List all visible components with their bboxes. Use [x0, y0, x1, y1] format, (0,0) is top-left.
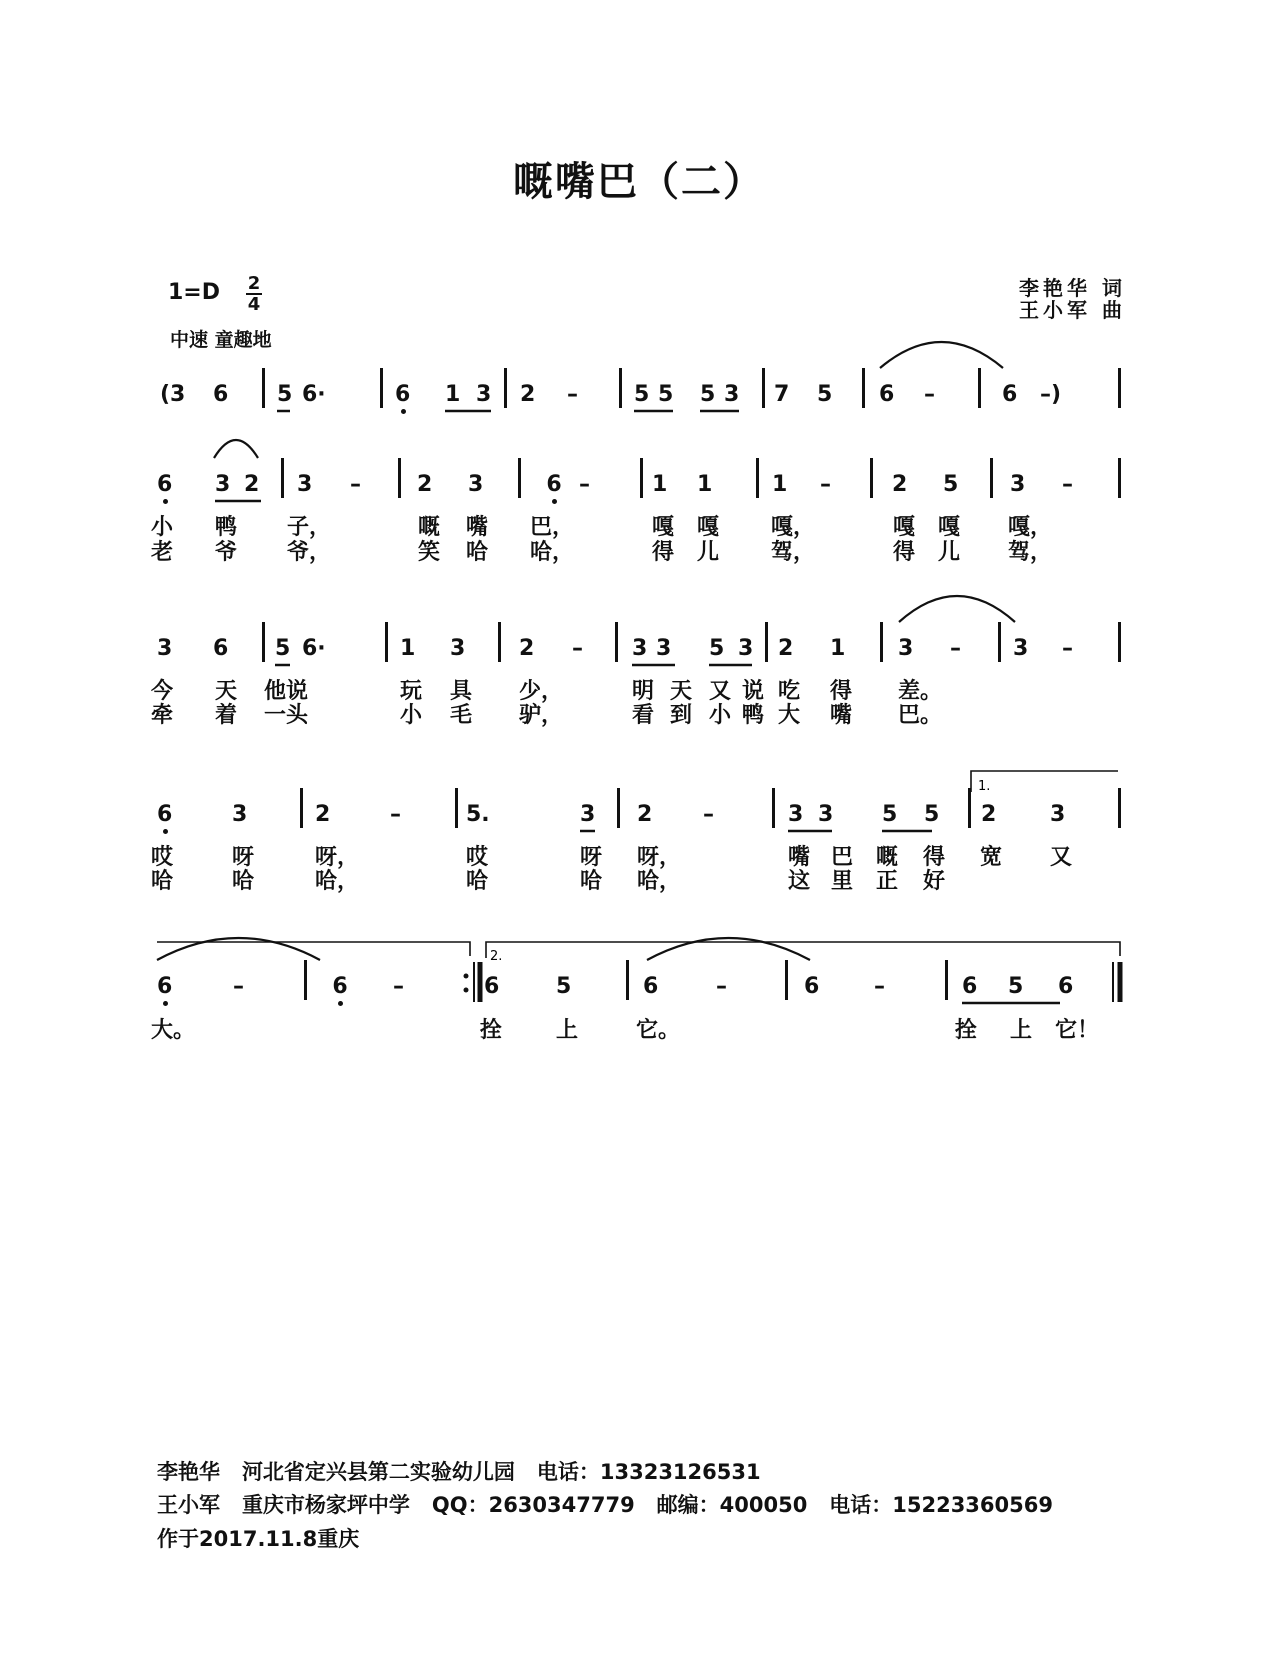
lyric-syllable: 嘅	[876, 845, 899, 870]
note: 5	[882, 802, 898, 827]
note: 3	[898, 636, 914, 661]
lyric-syllable: 着	[215, 703, 238, 728]
lyric-syllable: 好	[923, 869, 946, 894]
key-signature: 1=D	[168, 280, 221, 305]
note: 2	[892, 472, 908, 497]
lyric-syllable: 牵	[151, 703, 174, 728]
lyric-syllable: 笑	[418, 540, 441, 565]
composer-credit: 王小军 曲	[1019, 298, 1126, 322]
footer-lyricist-org: 河北省定兴县第二实验幼儿园	[241, 1460, 515, 1484]
lyric-syllable: 巴。	[898, 703, 943, 728]
note: –	[820, 472, 831, 497]
note: –	[567, 382, 578, 407]
lyric-syllable: 哈	[466, 869, 489, 894]
lyric-syllable: 说	[742, 679, 765, 704]
note: 5	[943, 472, 959, 497]
lyric-syllable: 哈	[232, 869, 255, 894]
note: 2	[520, 382, 536, 407]
lyric-syllable: 正	[876, 869, 899, 894]
lyric-syllable: 天	[215, 679, 238, 704]
lyric-syllable: 哈	[466, 540, 489, 565]
note: –	[1062, 472, 1073, 497]
note: 3	[818, 802, 834, 827]
note: 6	[157, 472, 173, 497]
note: 6	[1058, 974, 1074, 999]
footer-composer-org: 重庆市杨家坪中学	[241, 1493, 410, 1517]
note: 3	[297, 472, 313, 497]
note: –	[874, 974, 885, 999]
lyric-syllable: 具	[450, 679, 473, 704]
lyric-syllable: 儿	[697, 540, 720, 565]
note: 5	[275, 636, 291, 661]
note: 6	[962, 974, 978, 999]
lyric-syllable: 大。	[151, 1018, 196, 1043]
note: 6	[213, 636, 229, 661]
lyric-syllable: 这	[788, 869, 811, 894]
lyric-syllable: 拴	[480, 1018, 503, 1043]
note: 3	[1013, 636, 1029, 661]
note: 6	[332, 974, 348, 999]
note: (3	[160, 382, 186, 407]
note: –	[233, 974, 244, 999]
note: 2	[637, 802, 653, 827]
lyric-syllable: 又	[1050, 845, 1073, 870]
note: 3	[724, 382, 740, 407]
lyric-syllable: 吃	[778, 679, 801, 704]
note: 5	[634, 382, 650, 407]
note: 6	[804, 974, 820, 999]
note: 1	[400, 636, 416, 661]
note: 2	[519, 636, 535, 661]
note: 1	[697, 472, 713, 497]
lyric-syllable: 哈	[580, 869, 603, 894]
lyric-syllable: 子，	[287, 515, 332, 540]
note: 6	[157, 802, 173, 827]
note: 7	[774, 382, 790, 407]
song-title: 嘅嘴巴（二）	[513, 159, 765, 205]
note: 3	[632, 636, 648, 661]
note: 6·	[302, 636, 326, 661]
note: 6	[395, 382, 411, 407]
note: 6	[157, 974, 173, 999]
slur	[899, 596, 1015, 622]
note: 3	[157, 636, 173, 661]
note: 2	[244, 472, 260, 497]
footer-composer-postcode: 邮编：400050	[656, 1493, 808, 1517]
time-bottom: 4	[247, 294, 261, 315]
lyric-syllable: 差。	[898, 679, 943, 704]
note: 5	[924, 802, 940, 827]
note: –	[579, 472, 590, 497]
lyric-syllable: 哈	[151, 869, 174, 894]
note: 1	[830, 636, 846, 661]
lyric-syllable: 老	[151, 540, 174, 565]
lyric-syllable: 哎	[466, 845, 489, 870]
note: –	[350, 472, 361, 497]
volta-1-bracket	[971, 771, 1118, 792]
lyric-syllable: 呀，	[315, 845, 360, 870]
lyric-syllable: 又	[709, 679, 732, 704]
note: 3	[1050, 802, 1066, 827]
volta-1-continuation	[157, 942, 470, 956]
volta-2-label: 2.	[490, 949, 503, 964]
note: 2	[778, 636, 794, 661]
lyric-syllable: 嘎	[652, 515, 675, 540]
lyric-syllable: 嘎，	[771, 515, 816, 540]
lyric-syllable: 驴，	[519, 703, 564, 728]
footer-line-3: 作于2017.11.8重庆	[157, 1527, 360, 1551]
lyric-syllable: 小	[151, 515, 174, 540]
lyric-syllable: 得	[652, 540, 675, 565]
repeat-dot	[464, 988, 469, 993]
lyric-syllable: 少，	[519, 679, 564, 704]
lyric-syllable: 里	[831, 869, 854, 894]
lyric-syllable: 今	[151, 679, 174, 704]
lyric-syllable: 小	[400, 703, 423, 728]
note: 6	[484, 974, 500, 999]
lyric-syllable: 巴，	[530, 515, 575, 540]
lyric-syllable: 鸭	[742, 703, 765, 728]
lyric-syllable: 小	[709, 703, 732, 728]
lyric-syllable: 巴	[831, 845, 854, 870]
lyric-syllable: 驾，	[1008, 540, 1053, 565]
lyric-syllable: 他说	[264, 679, 309, 704]
lyric-syllable: 爷，	[287, 540, 332, 565]
note: 5	[1008, 974, 1024, 999]
note: 3	[1010, 472, 1026, 497]
lyric-syllable: 哈，	[315, 869, 360, 894]
note: 3	[476, 382, 492, 407]
note: 6·	[302, 382, 326, 407]
lyric-syllable: 嘎	[893, 515, 916, 540]
note: 6	[546, 472, 562, 497]
note: 3	[450, 636, 466, 661]
lyric-syllable: 它！	[1055, 1018, 1100, 1043]
note: 2	[981, 802, 997, 827]
slur	[214, 440, 258, 458]
note: 3	[580, 802, 596, 827]
note: 1	[445, 382, 461, 407]
footer-lyricist-phone: 电话：13323126531	[536, 1460, 761, 1484]
lyric-syllable: 大	[778, 703, 801, 728]
lyricist-credit: 李艳华 词	[1019, 276, 1126, 300]
lyric-syllable: 呀	[580, 845, 603, 870]
lyric-syllable: 鸭	[215, 515, 238, 540]
lyric-syllable: 宽	[980, 845, 1003, 870]
note: 1	[772, 472, 788, 497]
note: 6	[1002, 382, 1018, 407]
lyric-syllable: 儿	[938, 540, 961, 565]
footer-composer-qq: QQ：2630347779	[431, 1493, 635, 1517]
lyric-syllable: 爷	[215, 540, 238, 565]
note: 1	[652, 472, 668, 497]
tempo-marking: 中速 童趣地	[170, 329, 272, 351]
lyric-syllable: 拴	[955, 1018, 978, 1043]
footer-composer-name: 王小军	[157, 1493, 220, 1517]
lyric-syllable: 哈，	[530, 540, 575, 565]
volta-1-label: 1.	[978, 779, 991, 794]
lyric-syllable: 毛	[450, 703, 473, 728]
note: 5	[277, 382, 293, 407]
lyric-syllable: 嘎	[938, 515, 961, 540]
slur	[880, 342, 1003, 368]
note: 3	[232, 802, 248, 827]
lyric-syllable: 它。	[636, 1018, 681, 1043]
lyric-syllable: 嘎	[697, 515, 720, 540]
lyric-syllable: 嘴	[466, 515, 489, 540]
lyric-syllable: 哈，	[637, 869, 682, 894]
note: 3	[468, 472, 484, 497]
note: 6	[879, 382, 895, 407]
lyric-syllable: 得	[923, 845, 946, 870]
lyric-syllable: 一头	[264, 703, 309, 728]
lyric-syllable: 看	[632, 703, 655, 728]
lyric-syllable: 呀，	[637, 845, 682, 870]
note: –	[390, 802, 401, 827]
lyric-syllable: 得	[893, 540, 916, 565]
note: –	[1062, 636, 1073, 661]
note: –)	[1040, 382, 1062, 407]
note: 5	[709, 636, 725, 661]
note: –	[703, 802, 714, 827]
lyric-syllable: 明	[632, 679, 655, 704]
note: 5	[817, 382, 833, 407]
note: 3	[215, 472, 231, 497]
lyric-syllable: 驾，	[771, 540, 816, 565]
note: 5	[700, 382, 716, 407]
lyric-syllable: 上	[556, 1018, 579, 1043]
note: –	[393, 974, 404, 999]
footer-lyricist-name: 李艳华	[157, 1460, 220, 1484]
lyric-syllable: 玩	[400, 679, 423, 704]
lyric-syllable: 嘅	[418, 515, 441, 540]
note: 3	[788, 802, 804, 827]
footer-composer-phone: 电话：15223360569	[829, 1493, 1053, 1517]
lyric-syllable: 嘴	[830, 703, 853, 728]
time-top: 2	[247, 273, 261, 294]
lyric-syllable: 嘎，	[1008, 515, 1053, 540]
lyric-syllable: 哎	[151, 845, 174, 870]
note: 6	[643, 974, 659, 999]
lyric-syllable: 嘴	[788, 845, 811, 870]
note: 5	[556, 974, 572, 999]
note: 5.	[466, 802, 490, 827]
note: 2	[315, 802, 331, 827]
note: 3	[738, 636, 754, 661]
note: –	[572, 636, 583, 661]
lyric-syllable: 呀	[232, 845, 255, 870]
note: –	[924, 382, 935, 407]
note: 3	[656, 636, 672, 661]
lyric-syllable: 到	[670, 703, 693, 728]
lyric-syllable: 上	[1010, 1018, 1033, 1043]
note: 5	[658, 382, 674, 407]
note: 6	[213, 382, 229, 407]
repeat-dot	[464, 974, 469, 979]
lyric-syllable: 天	[670, 679, 693, 704]
note: –	[950, 636, 961, 661]
note: –	[716, 974, 727, 999]
lyric-syllable: 得	[830, 679, 853, 704]
note: 2	[417, 472, 433, 497]
